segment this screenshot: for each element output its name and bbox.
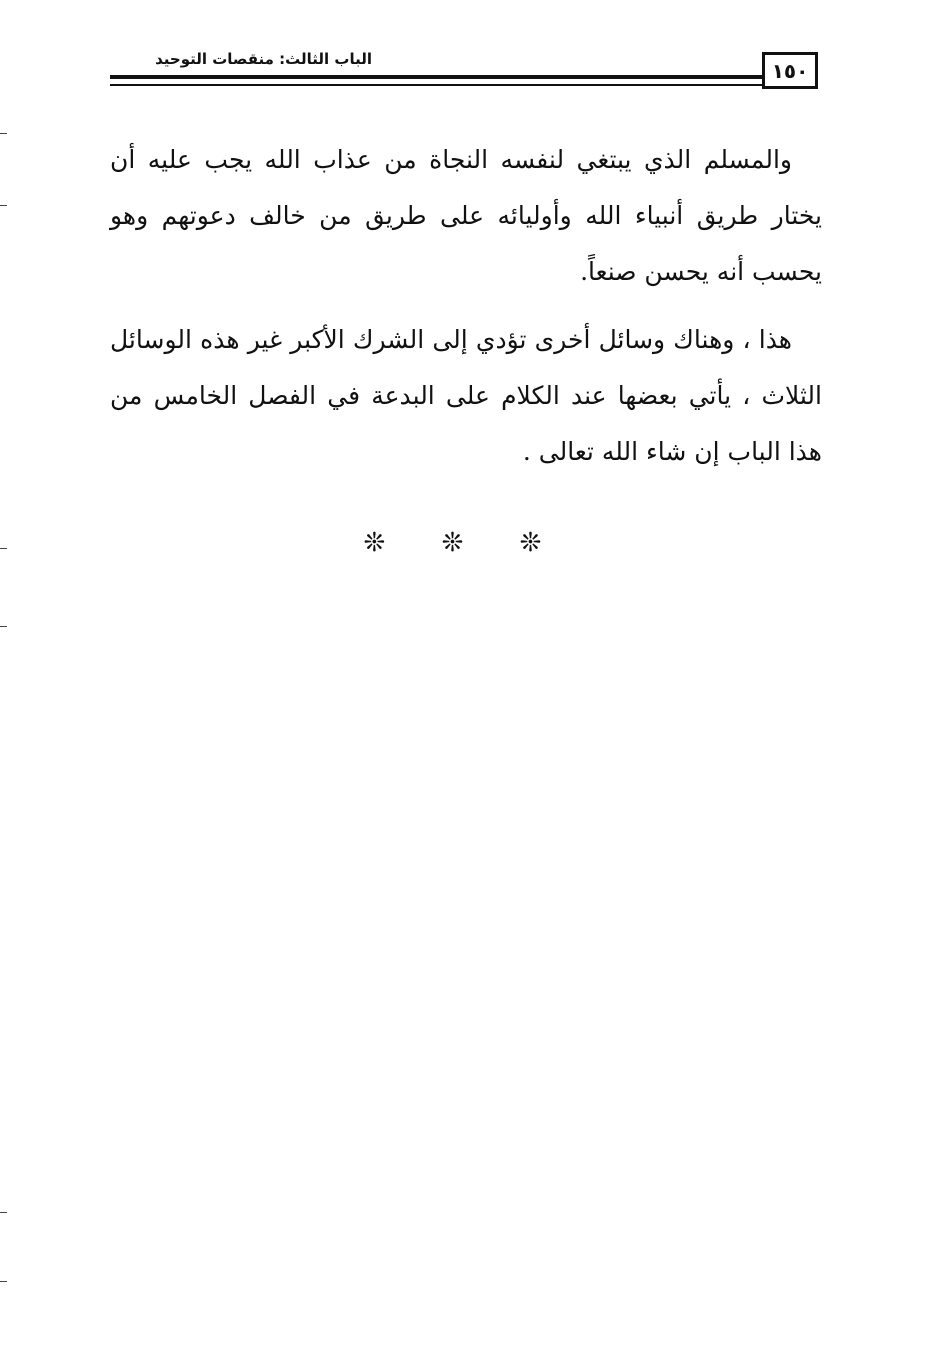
page-number: ١٥٠ [762,52,818,89]
section-separator: ❊ ❊ ❊ [363,528,566,558]
running-title: الباب الثالث: منقصات التوحيد [155,50,372,68]
scan-edge-mark [0,205,7,206]
scan-edge-mark [0,133,7,134]
page-header [110,38,822,94]
scan-edge-mark [0,626,7,627]
scan-edge-mark [0,548,7,549]
paragraph-1: والمسلم الذي يبتغي لنفسه النجاة من عذاب الله يجب عليه أن يختار طريق أنبياء الله وأوليائه على طريق من خالف دعوتهم وهو يحسب أنه يحسن صنعاً. [110,145,822,286]
paragraph-2: هذا ، وهناك وسائل أخرى تؤدي إلى الشرك الأكبر غير هذه الوسائل الثلاث ، يأتي بعضها عند الكلام على البدعة في الفصل الخامس من هذا الباب إن شاء الله تعالى . [110,325,822,466]
header-rule-thin [110,84,762,86]
scan-edge-mark [0,1212,7,1213]
body-text [110,132,822,480]
scan-edge-mark [0,1281,7,1282]
header-rule-thick [110,75,762,79]
